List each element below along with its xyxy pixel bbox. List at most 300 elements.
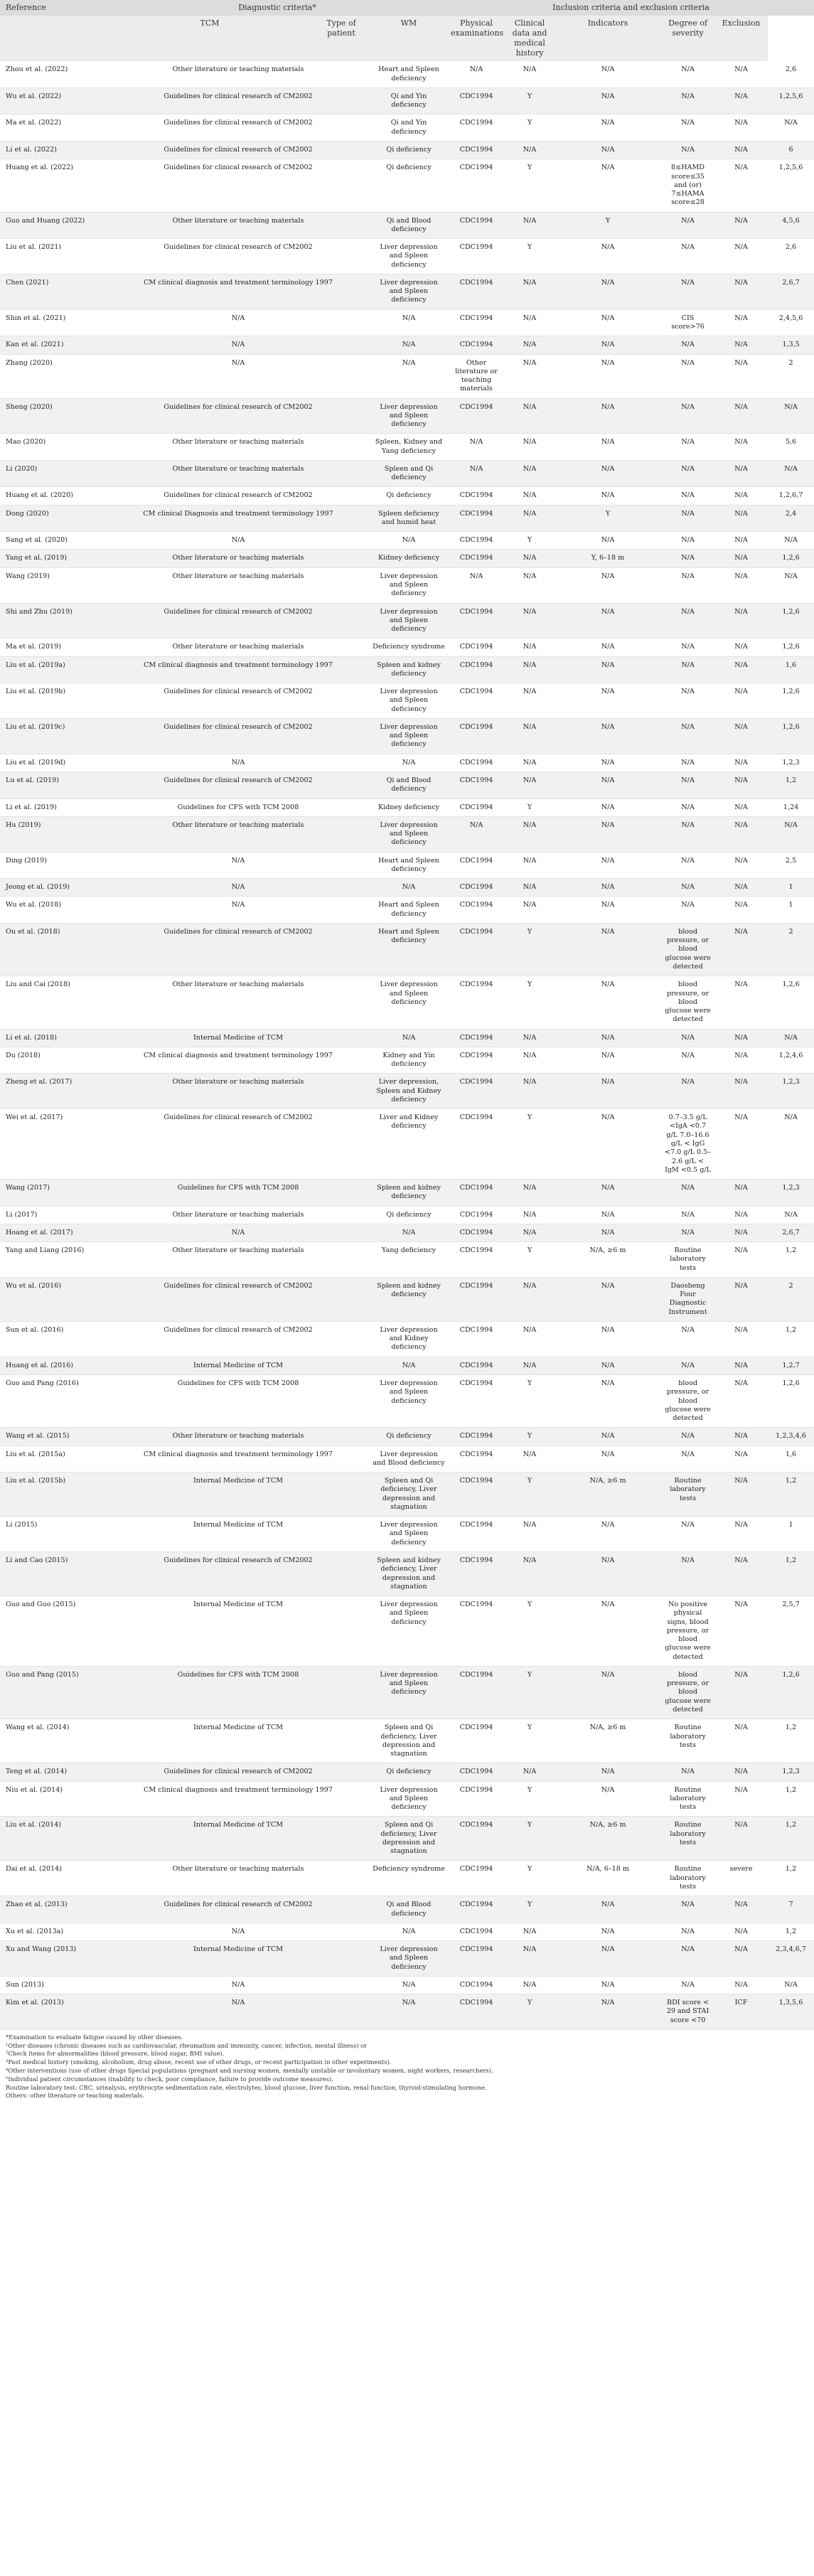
footnote: ⁴Other interventions (use of other drugs Special populations (pregnant and nursing women, mentally unstable or involuntary women, night workers, researchers). (6, 2067, 493, 2075)
indicators-cell: N/A (661, 683, 714, 719)
clinical-data-cell: N/A (555, 1074, 661, 1109)
tcm-cell: N/A (107, 897, 370, 924)
indicators-cell: N/A (661, 1896, 714, 1923)
wm-cell: CDC1994 (448, 754, 505, 771)
reference-cell: Liu et al. (2019a) (0, 656, 107, 683)
severity-cell: N/A (714, 1047, 768, 1074)
wm-cell: N/A (448, 460, 505, 487)
reference-cell: Zheng et al. (2017) (0, 1074, 107, 1109)
reference-cell: Wei et al. (2017) (0, 1109, 107, 1180)
table-row (0, 772, 814, 799)
physical-exam-cell: N/A (505, 1074, 555, 1109)
type-of-patient-cell: Qi and Yin deficiency (370, 87, 448, 114)
physical-exam-cell: Y (505, 923, 555, 976)
reference-cell: Sun (2013) (0, 1976, 107, 1994)
indicators-cell: N/A (661, 398, 714, 434)
reference-cell: Liu and Cai (2018) (0, 976, 107, 1029)
physical-exam-cell: N/A (505, 1445, 555, 1473)
header-degree-of-severity: Degree of severity (661, 16, 714, 61)
reference-cell: Chen (2021) (0, 274, 107, 309)
footnote: *Examination to evaluate fatigue caused by other diseases. (6, 2033, 183, 2041)
clinical-data-cell: N/A (555, 1666, 661, 1719)
wm-cell: CDC1994 (448, 1941, 505, 1977)
indicators-cell: N/A (661, 274, 714, 309)
reference-cell: Zhou et al. (2022) (0, 61, 107, 87)
exclusion-cell: 1,2 (768, 1781, 814, 1817)
severity-cell: N/A (714, 114, 768, 141)
physical-exam-cell: N/A (505, 852, 555, 879)
physical-exam-cell: N/A (505, 1941, 555, 1977)
tcm-cell: N/A (107, 1923, 370, 1940)
reference-cell: Huang et al. (2020) (0, 487, 107, 505)
indicators-cell: N/A (661, 718, 714, 754)
severity-cell: severe (714, 1861, 768, 1896)
indicators-cell: N/A (661, 656, 714, 683)
reference-cell: Shin et al. (2021) (0, 309, 107, 336)
exclusion-cell: 1,2,5,6 (768, 159, 814, 212)
type-of-patient-cell: Kidney deficiency (370, 798, 448, 816)
clinical-data-cell: N/A (555, 1976, 661, 1994)
table-row (0, 1428, 814, 1445)
wm-cell: N/A (448, 816, 505, 852)
clinical-data-cell: N/A (555, 656, 661, 683)
physical-exam-cell: N/A (505, 1047, 555, 1074)
tcm-cell: N/A (107, 354, 370, 398)
clinical-data-cell: N/A (555, 816, 661, 852)
type-of-patient-cell: N/A (370, 1976, 448, 1994)
wm-cell: CDC1994 (448, 1047, 505, 1074)
severity-cell: N/A (714, 460, 768, 487)
wm-cell: CDC1994 (448, 1357, 505, 1374)
reference-cell: Sheng (2020) (0, 398, 107, 434)
header-wm: WM (370, 16, 448, 61)
indicators-cell: Routine laboratory tests (661, 1781, 714, 1817)
indicators-cell: N/A (661, 61, 714, 87)
wm-cell: CDC1994 (448, 1074, 505, 1109)
exclusion-cell: 1,2 (768, 1242, 814, 1278)
physical-exam-cell: Y (505, 1896, 555, 1923)
wm-cell: CDC1994 (448, 141, 505, 159)
table-row (0, 656, 814, 683)
physical-exam-cell: Y (505, 798, 555, 816)
clinical-data-cell: N/A (555, 61, 661, 87)
table-row (0, 879, 814, 897)
wm-cell: CDC1994 (448, 505, 505, 532)
physical-exam-cell: N/A (505, 567, 555, 603)
table-row (0, 1357, 814, 1374)
clinical-data-cell: N/A (555, 1517, 661, 1552)
indicators-cell: N/A (661, 772, 714, 799)
reference-cell: Yang and Liang (2016) (0, 1242, 107, 1278)
clinical-data-cell: Y, 6–18 m (555, 550, 661, 567)
tcm-cell: Internal Medicine of TCM (107, 1719, 370, 1763)
reference-cell: Xu and Wang (2013) (0, 1941, 107, 1977)
wm-cell: CDC1994 (448, 976, 505, 1029)
indicators-cell: Routine laboratory tests (661, 1473, 714, 1517)
tcm-cell: Internal Medicine of TCM (107, 1517, 370, 1552)
tcm-cell: Guidelines for clinical research of CM2002 (107, 141, 370, 159)
header-diagnostic-criteria: Diagnostic criteria* (107, 0, 448, 16)
clinical-data-cell: N/A (555, 772, 661, 799)
exclusion-cell: 2 (768, 1277, 814, 1321)
type-of-patient-cell: N/A (370, 1029, 448, 1047)
indicators-cell: N/A (661, 798, 714, 816)
table-row (0, 309, 814, 336)
exclusion-cell: 1,2,5,6 (768, 87, 814, 114)
indicators-cell: N/A (661, 114, 714, 141)
indicators-cell: N/A (661, 532, 714, 550)
exclusion-cell: 1 (768, 897, 814, 924)
clinical-data-cell: N/A (555, 567, 661, 603)
clinical-data-cell: N/A (555, 1596, 661, 1667)
header-type-of-patient: Type of patient (313, 16, 370, 61)
type-of-patient-cell: Liver depression and Spleen deficiency (370, 239, 448, 274)
exclusion-cell: 1,2,6 (768, 603, 814, 638)
type-of-patient-cell: Heart and Spleen deficiency (370, 923, 448, 976)
tcm-cell: Guidelines for CFS with TCM 2008 (107, 798, 370, 816)
clinical-data-cell: N/A (555, 274, 661, 309)
physical-exam-cell: N/A (505, 487, 555, 505)
physical-exam-cell: N/A (505, 1180, 555, 1207)
severity-cell: N/A (714, 1896, 768, 1923)
tcm-cell: Guidelines for clinical research of CM2002 (107, 1763, 370, 1781)
wm-cell: CDC1994 (448, 772, 505, 799)
wm-cell: CDC1994 (448, 683, 505, 719)
reference-cell: Kim et al. (2013) (0, 1994, 107, 2030)
header-indicators: Indicators (555, 16, 661, 61)
severity-cell: N/A (714, 718, 768, 754)
severity-cell: N/A (714, 852, 768, 879)
indicators-cell: Routine laboratory tests (661, 1861, 714, 1896)
table-row (0, 1074, 814, 1109)
exclusion-cell: 1,2,3 (768, 1180, 814, 1207)
table-row (0, 336, 814, 354)
reference-cell: Ding (2019) (0, 852, 107, 879)
exclusion-cell: N/A (768, 1976, 814, 1994)
severity-cell: N/A (714, 656, 768, 683)
physical-exam-cell: Y (505, 1994, 555, 2030)
indicators-cell: N/A (661, 1552, 714, 1596)
wm-cell: CDC1994 (448, 1923, 505, 1940)
clinical-data-cell: N/A, 6–18 m (555, 1861, 661, 1896)
severity-cell: N/A (714, 879, 768, 897)
wm-cell: N/A (448, 61, 505, 87)
severity-cell: N/A (714, 1357, 768, 1374)
tcm-cell: CM clinical Diagnosis and treatment terminology 1997 (107, 505, 370, 532)
tcm-cell: N/A (107, 1976, 370, 1994)
header-blank (0, 16, 107, 61)
tcm-cell: Guidelines for clinical research of CM2002 (107, 239, 370, 274)
indicators-cell: N/A (661, 1074, 714, 1109)
type-of-patient-cell: Spleen and Qi deficiency, Liver depression and stagnation (370, 1473, 448, 1517)
clinical-data-cell: N/A (555, 798, 661, 816)
clinical-data-cell: N/A (555, 1109, 661, 1180)
type-of-patient-cell: Qi deficiency (370, 1428, 448, 1445)
type-of-patient-cell: Liver depression and Spleen deficiency (370, 816, 448, 852)
table-row (0, 1596, 814, 1667)
physical-exam-cell: N/A (505, 816, 555, 852)
reference-cell: Huang et al. (2016) (0, 1357, 107, 1374)
exclusion-cell: 1,24 (768, 798, 814, 816)
physical-exam-cell: N/A (505, 309, 555, 336)
reference-cell: Niu et al. (2014) (0, 1781, 107, 1817)
severity-cell: N/A (714, 754, 768, 771)
indicators-cell: N/A (661, 354, 714, 398)
footnote: ¹Other diseases (chronic diseases such as cardiovascular, rheumatism and immunity, cancer, infection, mental illness) or (6, 2041, 368, 2049)
wm-cell: CDC1994 (448, 550, 505, 567)
table-row (0, 212, 814, 239)
type-of-patient-cell: Kidney deficiency (370, 550, 448, 567)
indicators-cell: N/A (661, 638, 714, 656)
table-row (0, 1029, 814, 1047)
physical-exam-cell: N/A (505, 354, 555, 398)
type-of-patient-cell: Spleen, Kidney and Yang deficiency (370, 434, 448, 461)
exclusion-cell: 1,2 (768, 1817, 814, 1861)
tcm-cell: Guidelines for clinical research of CM2002 (107, 923, 370, 976)
indicators-cell: N/A (661, 239, 714, 274)
exclusion-cell: 1 (768, 1517, 814, 1552)
indicators-cell: N/A (661, 1357, 714, 1374)
indicators-cell: N/A (661, 1428, 714, 1445)
exclusion-cell: 1,2,3 (768, 1074, 814, 1109)
tcm-cell: Guidelines for CFS with TCM 2008 (107, 1180, 370, 1207)
type-of-patient-cell: Spleen and kidney deficiency (370, 1180, 448, 1207)
wm-cell: CDC1994 (448, 638, 505, 656)
clinical-data-cell: N/A (555, 309, 661, 336)
tcm-cell: Other literature or teaching materials (107, 212, 370, 239)
exclusion-cell: N/A (768, 114, 814, 141)
type-of-patient-cell: Deficiency syndrome (370, 638, 448, 656)
tcm-cell: CM clinical diagnosis and treatment terminology 1997 (107, 1781, 370, 1817)
severity-cell: N/A (714, 1666, 768, 1719)
tcm-cell: Guidelines for clinical research of CM2002 (107, 114, 370, 141)
indicators-cell: No positive physical signs, blood pressure, or blood glucose were detected (661, 1596, 714, 1667)
indicators-cell: 0.7–3.5 g/L <IgA <0.7 g/L 7.0–16.6 g/L < IgG <7.0 g/L 0.5–2.6 g/L < IgM <0.5 g/L (661, 1109, 714, 1180)
type-of-patient-cell: Liver depression and Kidney deficiency (370, 1321, 448, 1357)
type-of-patient-cell: Liver depression and Spleen deficiency (370, 567, 448, 603)
reference-cell: Li et al. (2019) (0, 798, 107, 816)
type-of-patient-cell: Qi and Yin deficiency (370, 114, 448, 141)
clinical-data-cell: N/A (555, 923, 661, 976)
exclusion-cell: 7 (768, 1896, 814, 1923)
clinical-data-cell: N/A (555, 1180, 661, 1207)
severity-cell: N/A (714, 1473, 768, 1517)
indicators-cell: N/A (661, 1206, 714, 1224)
tcm-cell: Guidelines for clinical research of CM2002 (107, 718, 370, 754)
reference-cell: Lu et al. (2019) (0, 772, 107, 799)
clinical-data-cell: N/A (555, 1047, 661, 1074)
tcm-cell: Other literature or teaching materials (107, 1074, 370, 1109)
tcm-cell: N/A (107, 336, 370, 354)
tcm-cell: Guidelines for clinical research of CM2002 (107, 398, 370, 434)
clinical-data-cell: N/A (555, 1763, 661, 1781)
reference-cell: Liu et al. (2019c) (0, 718, 107, 754)
table-row (0, 1923, 814, 1940)
physical-exam-cell: N/A (505, 550, 555, 567)
tcm-cell: Guidelines for clinical research of CM2002 (107, 87, 370, 114)
exclusion-cell: 1,2,6 (768, 683, 814, 719)
wm-cell: CDC1994 (448, 1666, 505, 1719)
indicators-cell: N/A (661, 505, 714, 532)
indicators-cell: CIS score>76 (661, 309, 714, 336)
severity-cell: N/A (714, 567, 768, 603)
table-row (0, 754, 814, 771)
reference-cell: Wang (2017) (0, 1180, 107, 1207)
indicators-cell: Routine laboratory tests (661, 1817, 714, 1861)
exclusion-cell: 2,6 (768, 239, 814, 274)
reference-cell: Dai et al. (2014) (0, 1861, 107, 1896)
tcm-cell: Other literature or teaching materials (107, 460, 370, 487)
tcm-cell: CM clinical diagnosis and treatment terminology 1997 (107, 274, 370, 309)
severity-cell: N/A (714, 1817, 768, 1861)
physical-exam-cell: N/A (505, 1357, 555, 1374)
physical-exam-cell: Y (505, 1719, 555, 1763)
physical-exam-cell: N/A (505, 434, 555, 461)
exclusion-cell: N/A (768, 1109, 814, 1180)
tcm-cell: Guidelines for clinical research of CM2002 (107, 1896, 370, 1923)
type-of-patient-cell: Spleen and Qi deficiency (370, 460, 448, 487)
severity-cell: N/A (714, 1206, 768, 1224)
indicators-cell: N/A (661, 1029, 714, 1047)
tcm-cell: Guidelines for clinical research of CM2002 (107, 1277, 370, 1321)
wm-cell: CDC1994 (448, 1321, 505, 1357)
wm-cell: CDC1994 (448, 1896, 505, 1923)
indicators-cell: N/A (661, 1763, 714, 1781)
table-row (0, 550, 814, 567)
clinical-data-cell: N/A (555, 1029, 661, 1047)
reference-cell: Li (2015) (0, 1517, 107, 1552)
physical-exam-cell: N/A (505, 460, 555, 487)
exclusion-cell: 1,2,6 (768, 550, 814, 567)
reference-cell: Liu et al. (2019d) (0, 754, 107, 771)
table-row (0, 567, 814, 603)
tcm-cell: CM clinical diagnosis and treatment terminology 1997 (107, 656, 370, 683)
clinical-data-cell: N/A (555, 603, 661, 638)
table-row (0, 798, 814, 816)
tcm-cell: Other literature or teaching materials (107, 1206, 370, 1224)
table-row (0, 1047, 814, 1074)
tcm-cell: Guidelines for clinical research of CM2002 (107, 772, 370, 799)
type-of-patient-cell: N/A (370, 754, 448, 771)
clinical-data-cell: Y (555, 505, 661, 532)
severity-cell: N/A (714, 550, 768, 567)
wm-cell: CDC1994 (448, 159, 505, 212)
clinical-data-cell: N/A (555, 487, 661, 505)
severity-cell: N/A (714, 798, 768, 816)
type-of-patient-cell: Spleen and Qi deficiency, Liver depression and stagnation (370, 1719, 448, 1763)
type-of-patient-cell: Spleen deficiency and humid heat (370, 505, 448, 532)
physical-exam-cell: N/A (505, 754, 555, 771)
tcm-cell: Internal Medicine of TCM (107, 1357, 370, 1374)
exclusion-cell: 1,2 (768, 1552, 814, 1596)
exclusion-cell: 1,2,6 (768, 1666, 814, 1719)
exclusion-cell: 1,2 (768, 1321, 814, 1357)
table-row (0, 1763, 814, 1781)
exclusion-cell: 5,6 (768, 434, 814, 461)
wm-cell: CDC1994 (448, 274, 505, 309)
wm-cell: CDC1994 (448, 1976, 505, 1994)
clinical-data-cell: N/A (555, 638, 661, 656)
clinical-data-cell: N/A, ≥6 m (555, 1719, 661, 1763)
tcm-cell: Guidelines for clinical research of CM2002 (107, 683, 370, 719)
header-inclusion-exclusion: Inclusion criteria and exclusion criteria (448, 0, 814, 16)
exclusion-cell: 6 (768, 141, 814, 159)
physical-exam-cell: Y (505, 1861, 555, 1896)
exclusion-cell: 1,2 (768, 772, 814, 799)
exclusion-cell: N/A (768, 398, 814, 434)
physical-exam-cell: N/A (505, 1206, 555, 1224)
indicators-cell: blood pressure, or blood glucose were detected (661, 976, 714, 1029)
clinical-data-cell: N/A (555, 532, 661, 550)
severity-cell: N/A (714, 1596, 768, 1667)
reference-cell: Hu (2019) (0, 816, 107, 852)
wm-cell: CDC1994 (448, 897, 505, 924)
clinical-data-cell: N/A (555, 1994, 661, 2030)
clinical-data-cell: N/A (555, 1375, 661, 1428)
table-row (0, 1976, 814, 1994)
reference-cell: Wang et al. (2014) (0, 1719, 107, 1763)
wm-cell: CDC1994 (448, 603, 505, 638)
table-row (0, 1552, 814, 1596)
tcm-cell: Internal Medicine of TCM (107, 1029, 370, 1047)
table-row (0, 505, 814, 532)
table-footnotes (0, 2030, 814, 2100)
severity-cell: N/A (714, 1445, 768, 1473)
clinical-data-cell: N/A, ≥6 m (555, 1242, 661, 1278)
clinical-data-cell: N/A (555, 114, 661, 141)
reference-cell: Ma et al. (2022) (0, 114, 107, 141)
indicators-cell: N/A (661, 1180, 714, 1207)
type-of-patient-cell: Qi deficiency (370, 141, 448, 159)
indicators-cell: N/A (661, 567, 714, 603)
wm-cell: CDC1994 (448, 1763, 505, 1781)
indicators-cell: N/A (661, 460, 714, 487)
clinical-data-cell: N/A (555, 239, 661, 274)
type-of-patient-cell: Liver depression and Spleen deficiency (370, 1941, 448, 1977)
table-row (0, 603, 814, 638)
type-of-patient-cell: Liver depression and Spleen deficiency (370, 274, 448, 309)
type-of-patient-cell: Deficiency syndrome (370, 1861, 448, 1896)
type-of-patient-cell: Liver depression and Spleen deficiency (370, 718, 448, 754)
table-row (0, 683, 814, 719)
reference-cell: Liu et al. (2021) (0, 239, 107, 274)
tcm-cell: CM clinical diagnosis and treatment terminology 1997 (107, 1445, 370, 1473)
type-of-patient-cell: Qi deficiency (370, 1763, 448, 1781)
indicators-cell: N/A (661, 603, 714, 638)
wm-cell: CDC1994 (448, 239, 505, 274)
exclusion-cell: 2,3,4,6,7 (768, 1941, 814, 1977)
severity-cell: N/A (714, 1923, 768, 1940)
reference-cell: Liu et al. (2019b) (0, 683, 107, 719)
tcm-cell: N/A (107, 532, 370, 550)
severity-cell: N/A (714, 897, 768, 924)
type-of-patient-cell: Liver and Kidney deficiency (370, 1109, 448, 1180)
clinical-data-cell: N/A (555, 1428, 661, 1445)
type-of-patient-cell: Liver depression and Spleen deficiency (370, 1666, 448, 1719)
clinical-data-cell: N/A (555, 1781, 661, 1817)
reference-cell: Li (2020) (0, 460, 107, 487)
footnote: ²Check items for abnormalities (blood pressure, blood sugar, BMI value). (6, 2050, 225, 2058)
severity-cell: N/A (714, 1375, 768, 1428)
indicators-cell: N/A (661, 1321, 714, 1357)
wm-cell: CDC1994 (448, 114, 505, 141)
wm-cell: CDC1994 (448, 1817, 505, 1861)
wm-cell: CDC1994 (448, 1719, 505, 1763)
reference-cell: Guo and Pang (2016) (0, 1375, 107, 1428)
exclusion-cell: 1,2,3 (768, 1763, 814, 1781)
table-row (0, 1666, 814, 1719)
indicators-cell: N/A (661, 550, 714, 567)
